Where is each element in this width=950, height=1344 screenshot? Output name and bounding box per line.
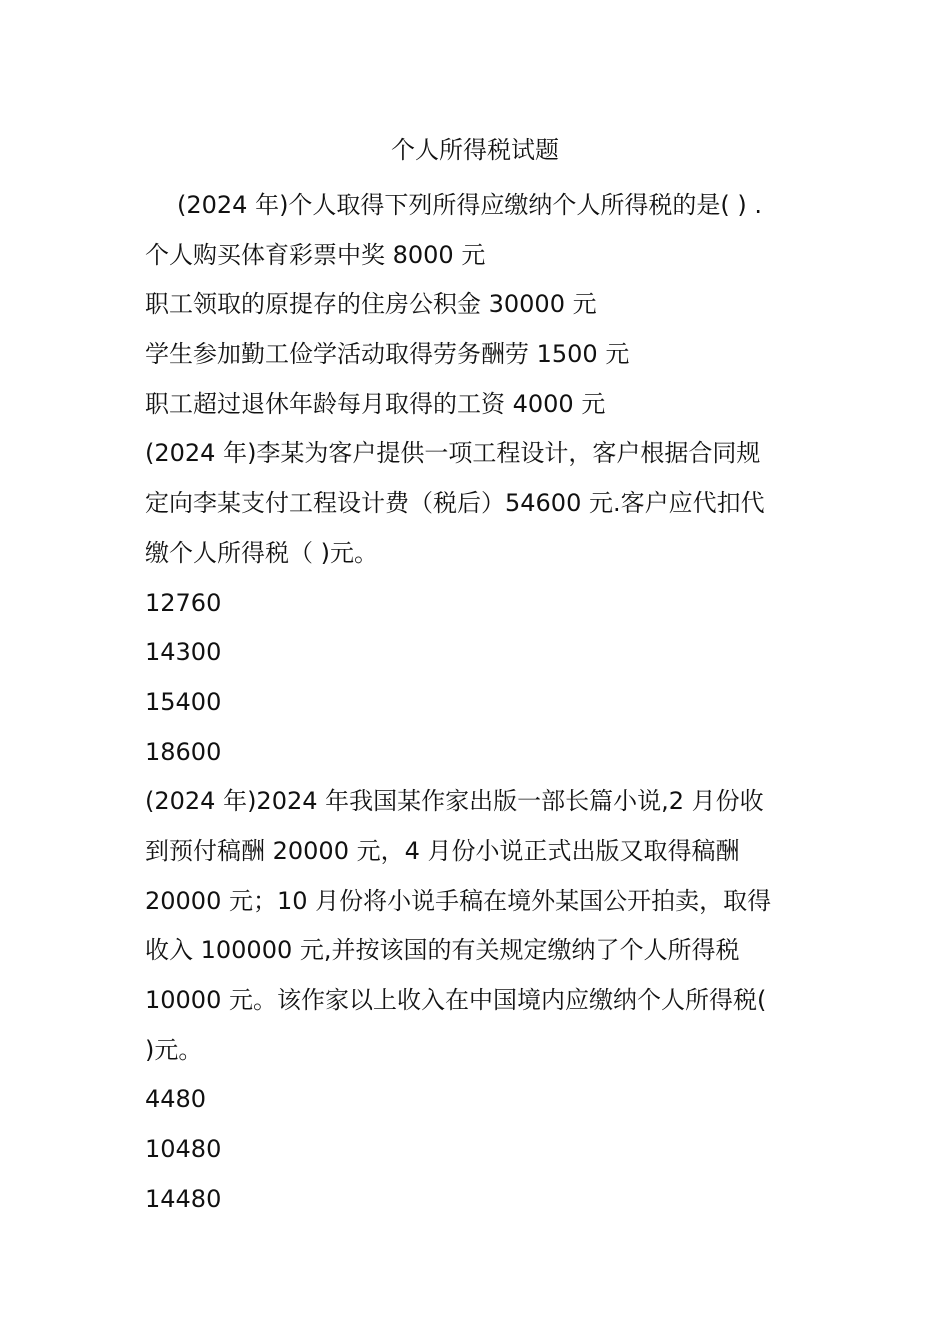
question-3-option-b: 10480 (145, 1135, 222, 1164)
question-2-option-d: 18600 (145, 737, 222, 766)
question-3-stem-line-5: 10000 元。该作家以上收入在中国境内应缴纳个人所得税( (145, 986, 767, 1014)
question-3-stem-line-1: (2024 年)2024 年我国某作家出版一部长篇小说,2 月份收 (145, 787, 764, 816)
document-title: 个人所得税试题 (391, 136, 559, 164)
question-1-option-a: 个人购买体育彩票中奖 8000 元 (145, 240, 486, 269)
question-3-stem-line-6: )元。 (145, 1035, 203, 1064)
question-1-stem: (2024 年)个人取得下列所得应缴纳个人所得税的是( ) . (177, 191, 763, 219)
question-3-option-c: 14480 (145, 1184, 222, 1213)
question-2-option-a: 12760 (145, 588, 222, 617)
question-2-option-b: 14300 (145, 638, 222, 667)
question-2-stem-line-2: 定向李某支付工程设计费（税后）54600 元.客户应代扣代 (145, 489, 765, 518)
question-2-option-c: 15400 (145, 687, 222, 716)
question-3-stem-line-2: 到预付稿酬 20000 元，4 月份小说正式出版又取得稿酬 (145, 836, 740, 865)
question-1-option-b: 职工领取的原提存的住房公积金 30000 元 (145, 290, 597, 319)
question-1-option-d: 职工超过退休年龄每月取得的工资 4000 元 (145, 389, 606, 418)
document-body (145, 181, 815, 1224)
question-3-stem-line-3: 20000 元；10 月份将小说手稿在境外某国公开拍卖，取得 (145, 886, 772, 915)
question-2-stem-line-3: 缴个人所得税（ )元。 (145, 538, 378, 567)
question-3-option-a: 4480 (145, 1085, 207, 1114)
question-2-stem-line-1: (2024 年)李某为客户提供一项工程设计，客户根据合同规 (145, 439, 761, 468)
question-1-option-c: 学生参加勤工俭学活动取得劳务酬劳 1500 元 (145, 340, 630, 369)
question-3-stem-line-4: 收入 100000 元,并按该国的有关规定缴纳了个人所得税 (145, 936, 740, 965)
